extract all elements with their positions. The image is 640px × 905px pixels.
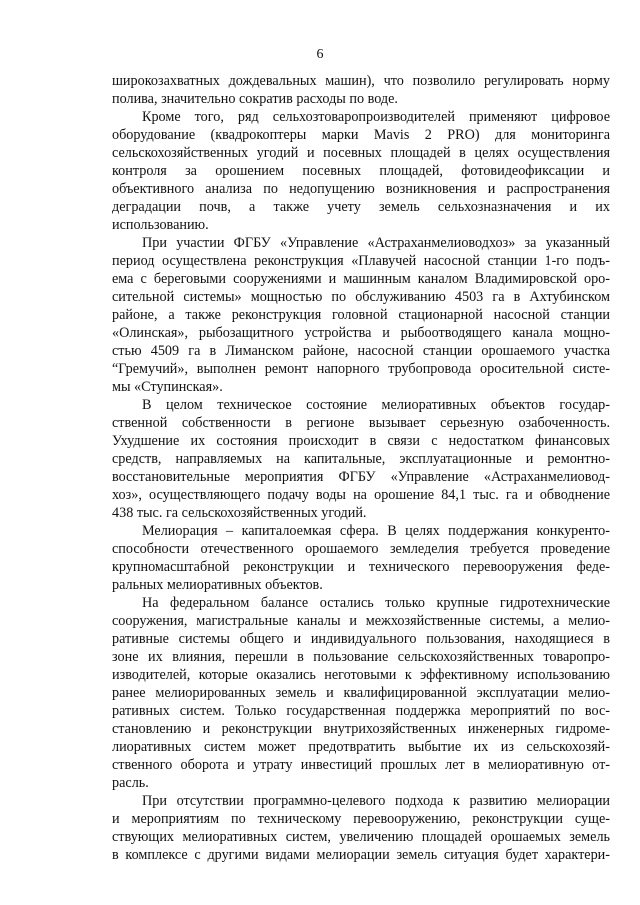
text-line: «Олинская», рыбозащитного устройства и рыбоотводящего канала мощно- (112, 325, 610, 341)
text-line: При участии ФГБУ «Управление «Астраханмелиоводхоз» за указанный (142, 235, 610, 251)
text-line: ральных мелиоративных объектов. (112, 577, 323, 593)
text-line: 438 тыс. га сельскохозяйственных угодий. (112, 505, 367, 521)
text-line: мы «Ступинская». (112, 379, 223, 395)
text-line: В целом техническое состояние мелиоративных объектов государ- (142, 397, 610, 413)
text-line: “Гремучий», выполнен ремонт напорного трубопровода оросительной систе- (112, 361, 610, 377)
text-line: стью 4509 га в Лиманском районе, насосной станции орошаемого участка (112, 343, 610, 359)
page-number: 6 (316, 47, 324, 62)
text-line: ративные системы общего и индивидуального пользования, находящиеся в (112, 631, 610, 647)
text-line: средств, направляемых на капитальные, эксплуатационные и ремонтно- (112, 451, 610, 467)
text-line: ративных систем. Только государственная поддержка мероприятий по вос- (112, 703, 610, 719)
text-line: восстановительные мероприятия ФГБУ «Управление «Астраханмелиовод- (112, 469, 610, 485)
text-line: районе, а также реконструкция головной стационарной насосной станции (112, 307, 610, 323)
text-line: сооружения, магистральные каналы и межхозяйственные системы, а мелио- (112, 613, 610, 629)
text-line: ема с береговыми сооружениями и машинным каналом Владимировской оро- (112, 271, 610, 287)
text-line: На федеральном балансе остались только крупные гидротехнические (142, 595, 610, 611)
text-line: деградации почв, а также учету земель сельхозназначения и их (112, 199, 610, 215)
text-line: сельскохозяйственных угодий и посевных площадей в целях осуществления (112, 145, 610, 161)
text-line: объективного анализа по недопущению возникновения и распространения (112, 181, 610, 197)
text-line: и мероприятиям по техническому перевооружению, реконструкции суще- (112, 811, 610, 827)
text-line: способности отечественного орошаемого земледелия требуется проведение (112, 541, 610, 557)
text-line: сительной системы» мощностью по обслуживанию 4503 га в Ахтубинском (112, 289, 610, 305)
text-line: Кроме того, ряд сельхозтоваропроизводителей применяют цифровое (142, 109, 610, 125)
text-line: использованию. (112, 217, 209, 233)
text-line: полива, значительно сократив расходы по воде. (112, 91, 398, 107)
text-line: лиоративных систем может предотвратить выбытие их из сельскохозяй- (112, 739, 610, 755)
text-line: в комплексе с другими видами мелиорации земель ситуация будет характери- (112, 847, 610, 863)
text-line: ственного оборота и утрату инвестиций прошлых лет в мелиоративную от- (112, 757, 610, 773)
text-line: ранее мелиорированных земель и квалифицированной эксплуатации мелио- (112, 685, 610, 701)
text-line: хоз», осуществляющего подачу воды на орошение 84,1 тыс. га и обводнение (112, 487, 610, 503)
text-line: зоне их влияния, перешли в пользование сельскохозяйственных товаропро- (112, 649, 610, 665)
text-line: ственной собственности в регионе вызывает серьезную озабоченность. (112, 415, 610, 431)
text-line: изводителей, которые оказались неготовыми к эффективному использованию (112, 667, 610, 683)
text-line: оборудование (квадрокоптеры марки Mavis 2 PRO) для мониторинга (112, 127, 610, 143)
text-line: становлению и реконструкции внутрихозяйственных инженерных гидроме- (112, 721, 610, 737)
text-line: Ухудшение их состояния происходит в связи с недостатком финансовых (112, 433, 610, 449)
text-line: крупномасштабной реконструкции и технического перевооружения феде- (112, 559, 610, 575)
text-line: контроля за орошением посевных площадей, фотовидеофиксации и (112, 163, 610, 179)
text-line: широкозахватных дождевальных машин), что позволило регулировать норму (112, 73, 610, 89)
text-line: Мелиорация – капиталоемкая сфера. В целях поддержания конкуренто- (142, 523, 610, 539)
text-line: период осуществлена реконструкция «Плавучей насосной станции 1-го подъ- (112, 253, 610, 269)
text-line: При отсутствии программно-целевого подхода к развитию мелиорации (142, 793, 610, 809)
text-line: расль. (112, 775, 149, 791)
text-line: ствующих мелиоративных систем, увеличению площадей орошаемых земель (112, 829, 610, 845)
